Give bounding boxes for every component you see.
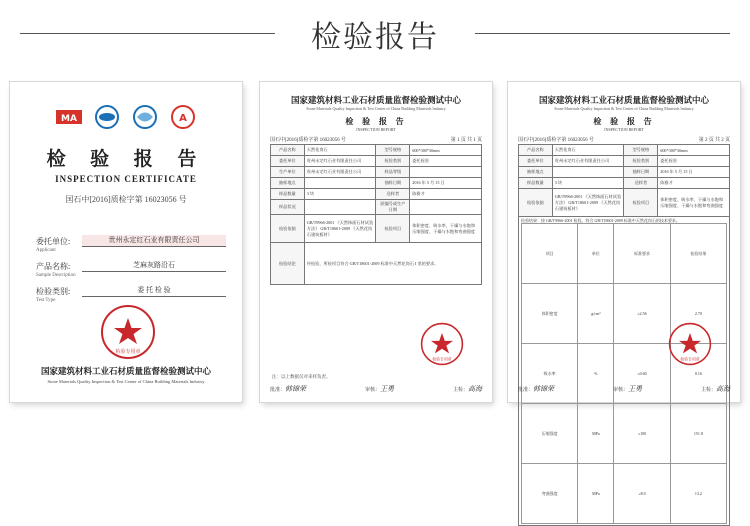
table-cell: 样品数量 bbox=[519, 178, 553, 189]
section-header bbox=[0, 0, 750, 62]
header-rule-right bbox=[475, 33, 730, 34]
table-cell bbox=[410, 167, 482, 178]
table-header: 项目 bbox=[522, 224, 578, 284]
table-cell: 原编号或生产日期 bbox=[376, 200, 410, 215]
audit-block bbox=[365, 384, 394, 394]
table-cell bbox=[304, 178, 376, 189]
table-cell: MPa bbox=[578, 464, 614, 524]
cover-footer bbox=[10, 365, 242, 384]
table-row bbox=[271, 189, 482, 200]
signature-row bbox=[270, 384, 482, 394]
report-org-title: 国家建筑材料工业石材质量监督检验测试中心 bbox=[538, 96, 709, 106]
signature: 王勇 bbox=[380, 385, 394, 393]
table-cell: 2016 年 5 月 15 日 bbox=[410, 178, 482, 189]
report-heading-en: INSPECTION REPORT bbox=[356, 127, 396, 132]
table-cell bbox=[410, 200, 482, 215]
table-cell: 产品名称 bbox=[271, 145, 305, 156]
table-cell: 检验类别 bbox=[624, 156, 658, 167]
table-cell: ≥100 bbox=[614, 404, 670, 464]
table-header: 检验结果 bbox=[670, 224, 726, 284]
approve-block bbox=[270, 384, 306, 394]
table-cell bbox=[304, 200, 376, 215]
table-cell: 2.70 bbox=[670, 284, 726, 344]
signature: 韩锦荣 bbox=[285, 385, 307, 393]
cnas-logo-icon bbox=[130, 104, 160, 134]
signature: 高海 bbox=[467, 385, 482, 393]
red-seal-stamp bbox=[100, 304, 156, 360]
table-cell: 13.2 bbox=[670, 464, 726, 524]
table-cell: 600*300*30mm bbox=[658, 145, 730, 156]
cover-footer-cn: 国家建筑材料工业石材质量监督检验测试中心 bbox=[40, 367, 211, 377]
report-heading-en: INSPECTION REPORT bbox=[604, 127, 644, 132]
cover-title: 检 验 报 告 bbox=[46, 148, 206, 170]
table-cell: 抽样地点 bbox=[271, 178, 305, 189]
conclusion-cell: 经检验，所检项目符合 GB/T18601-2009 标准中天然花岗石 I 类的要求。 bbox=[304, 243, 481, 285]
report-org-title: 国家建筑材料工业石材质量监督检验测试中心 bbox=[290, 96, 461, 106]
red-seal-stamp bbox=[668, 322, 712, 366]
sign-label: 主检： bbox=[452, 388, 468, 393]
approve-block bbox=[518, 384, 554, 394]
table-cell: 弯曲强度 bbox=[522, 464, 578, 524]
table-cell: 压缩强度 bbox=[522, 404, 578, 464]
signature: 王勇 bbox=[628, 385, 642, 393]
report-org-subtitle: Stone Materials Quality Inspection & Test Center of China Building Materials Industry bbox=[306, 106, 446, 111]
results-table bbox=[521, 223, 727, 524]
table-cell: 样品等级 bbox=[376, 167, 410, 178]
table-cell: 委托单位 bbox=[271, 156, 305, 167]
cma-logo-icon bbox=[54, 104, 84, 134]
table-row bbox=[271, 156, 482, 167]
sign-label: 批准： bbox=[270, 388, 286, 393]
certificate-cover-image[interactable] bbox=[10, 82, 242, 402]
table-header: 标准要求 bbox=[614, 224, 670, 284]
cover-subtitle: INSPECTION CERTIFICATE bbox=[55, 174, 197, 184]
ilac-logo-icon bbox=[92, 104, 122, 134]
table-cell: 检验项目 bbox=[624, 189, 658, 217]
cover-footer-en: Stone Materials Quality Inspection & Test Center of China Building Materials Industry bbox=[47, 379, 205, 384]
table-row bbox=[271, 200, 482, 215]
result-note: 检验结果：按 GB/T9966-2001 检验。符合 GB/T18601-2009 标准中天然花岗石的技术要求。 bbox=[521, 218, 680, 223]
svg-text:A: A bbox=[179, 113, 187, 124]
field-label: 检验类别: bbox=[36, 287, 71, 296]
table-cell: ≥8.0 bbox=[614, 464, 670, 524]
cover-fields bbox=[36, 234, 226, 309]
report-number: 国石中[2016]质检字第 16023056 号 bbox=[270, 138, 346, 143]
table-cell: 委托检验 bbox=[410, 156, 482, 167]
seal-text: 检验专用章 bbox=[115, 349, 141, 355]
field-label-en: Sample Description bbox=[36, 273, 76, 278]
table-cell: 抽样日期 bbox=[376, 178, 410, 189]
table-row bbox=[271, 243, 482, 285]
table-cell: 委托单位 bbox=[519, 156, 553, 167]
table-row bbox=[522, 404, 727, 464]
table-cell: 天然花岗石 bbox=[552, 145, 624, 156]
table-cell: 600*300*30mm bbox=[410, 145, 482, 156]
table-cell: ≥2.56 bbox=[614, 284, 670, 344]
table-row bbox=[522, 224, 727, 284]
table-cell: 贵州永定红石业有限责任公司 bbox=[552, 156, 624, 167]
table-cell: 体积密度、吸水率、干燥与水饱和压缩强度、干燥与水饱和弯曲强度 bbox=[410, 215, 482, 243]
report-page-count: 第 1 页 共 1 页 bbox=[450, 138, 482, 143]
cover-report-number: 国石中[2016]质检字第 16023056 号 bbox=[65, 195, 187, 204]
table-cell: 体积密度 bbox=[522, 284, 578, 344]
table-cell: 型号规格 bbox=[624, 145, 658, 156]
test-block bbox=[453, 384, 482, 394]
table-row bbox=[271, 145, 482, 156]
table-cell: 天然花岗石 bbox=[304, 145, 376, 156]
table-row bbox=[519, 178, 730, 189]
table-cell: 0.16 bbox=[670, 344, 726, 404]
table-cell: 检验依据 bbox=[271, 215, 305, 243]
field-label-en: Applicant bbox=[36, 248, 56, 253]
table-cell: 检验项目 bbox=[376, 215, 410, 243]
cal-logo-icon bbox=[168, 104, 198, 134]
table-cell: 生产单位 bbox=[271, 167, 305, 178]
table-cell: 检验结论 bbox=[271, 243, 305, 285]
report-page-2-image[interactable] bbox=[508, 82, 740, 497]
table-cell: g/cm³ bbox=[578, 284, 614, 344]
table-cell: 抽样日期 bbox=[624, 167, 658, 178]
sign-label: 审核： bbox=[612, 388, 628, 393]
report-heading: 检 验 报 告 bbox=[345, 117, 407, 126]
table-cell: 检验依据 bbox=[519, 189, 553, 217]
table-cell: MPa bbox=[578, 404, 614, 464]
report-page-count: 第 2 页 共 2 页 bbox=[698, 138, 730, 143]
table-cell: 送样者 bbox=[624, 178, 658, 189]
table-cell: 样品状况 bbox=[271, 200, 305, 215]
field-label: 委托单位: bbox=[36, 237, 71, 246]
table-cell: 送样者 bbox=[376, 189, 410, 200]
table-row bbox=[271, 178, 482, 189]
table-row bbox=[519, 156, 730, 167]
seal-text: 检验专用章 bbox=[680, 356, 700, 362]
table-cell: 产品名称 bbox=[519, 145, 553, 156]
table-cell: 样品数量 bbox=[271, 189, 305, 200]
table-row bbox=[519, 167, 730, 178]
svg-text:MA: MA bbox=[61, 114, 77, 124]
table-cell: 委托检验 bbox=[658, 156, 730, 167]
signature-row bbox=[518, 384, 730, 394]
table-row bbox=[271, 167, 482, 178]
table-row bbox=[519, 145, 730, 156]
field-label: 产品名称: bbox=[36, 262, 71, 271]
table-row bbox=[522, 464, 727, 524]
field-value: 委 托 检 验 bbox=[82, 285, 226, 297]
sign-label: 批准： bbox=[518, 388, 534, 393]
test-block bbox=[701, 384, 730, 394]
table-cell: 3 块 bbox=[304, 189, 376, 200]
signature: 韩锦荣 bbox=[533, 385, 555, 393]
certification-logos bbox=[10, 104, 242, 134]
sign-label: 审核： bbox=[364, 388, 380, 393]
table-cell: 型号规格 bbox=[376, 145, 410, 156]
seal-text: 检验专用章 bbox=[432, 356, 452, 362]
table-cell: 贵州永定红石业有限责任公司 bbox=[304, 156, 376, 167]
audit-block bbox=[613, 384, 642, 394]
table-row bbox=[271, 215, 482, 243]
table-cell: 吸水率 bbox=[522, 344, 578, 404]
table-row bbox=[519, 217, 730, 526]
section-title: 检验报告 bbox=[311, 20, 439, 55]
table-cell: 贵州永定红石业有限责任公司 bbox=[304, 167, 376, 178]
table-cell: 检验类别 bbox=[376, 156, 410, 167]
results-cell bbox=[519, 217, 730, 526]
red-seal-stamp bbox=[420, 322, 464, 366]
table-cell: GB/T9966-2001 《天然饰面石材试验方法》 GB/T18601-2009 《天然花岗石建筑板材》 bbox=[552, 189, 624, 217]
header-rule-left bbox=[20, 33, 275, 34]
signature: 高海 bbox=[715, 385, 730, 393]
table-cell bbox=[552, 167, 624, 178]
field-sample bbox=[36, 259, 226, 284]
table-cell: GB/T9966-2001 《天然饰面石材试验方法》 GB/T18601-2009 《天然花岗石建筑板材》 bbox=[304, 215, 376, 243]
table-cell: 抽样地点 bbox=[519, 167, 553, 178]
sign-label: 主检： bbox=[700, 388, 716, 393]
table-cell: 陈雅才 bbox=[410, 189, 482, 200]
field-value: 芝麻灰路沿石 bbox=[82, 260, 226, 272]
table-header: 单位 bbox=[578, 224, 614, 284]
table-row bbox=[519, 189, 730, 217]
table-cell: 体积密度、吸水率、干燥与水饱和压缩强度、干燥与水饱和弯曲强度 bbox=[658, 189, 730, 217]
report-info-table bbox=[270, 144, 482, 285]
table-cell: % bbox=[578, 344, 614, 404]
table-cell: 2016 年 5 月 15 日 bbox=[658, 167, 730, 178]
field-value: 贵州永定红石业有限责任公司 bbox=[82, 235, 226, 247]
field-label-en: Test Type bbox=[36, 298, 56, 303]
field-applicant bbox=[36, 234, 226, 259]
table-cell: 陈雅才 bbox=[658, 178, 730, 189]
table-cell: ≤0.60 bbox=[614, 344, 670, 404]
report-note: 注：以上数据仅对来样负责。 bbox=[272, 374, 331, 379]
table-cell: 3 块 bbox=[552, 178, 624, 189]
report-number: 国石中[2016]质检字第 16023056 号 bbox=[518, 138, 594, 143]
report-org-subtitle: Stone Materials Quality Inspection & Test Center of China Building Materials Industry bbox=[554, 106, 694, 111]
table-cell: 151.8 bbox=[670, 404, 726, 464]
report-page-1-image[interactable] bbox=[260, 82, 492, 402]
report-heading: 检 验 报 告 bbox=[593, 117, 655, 126]
